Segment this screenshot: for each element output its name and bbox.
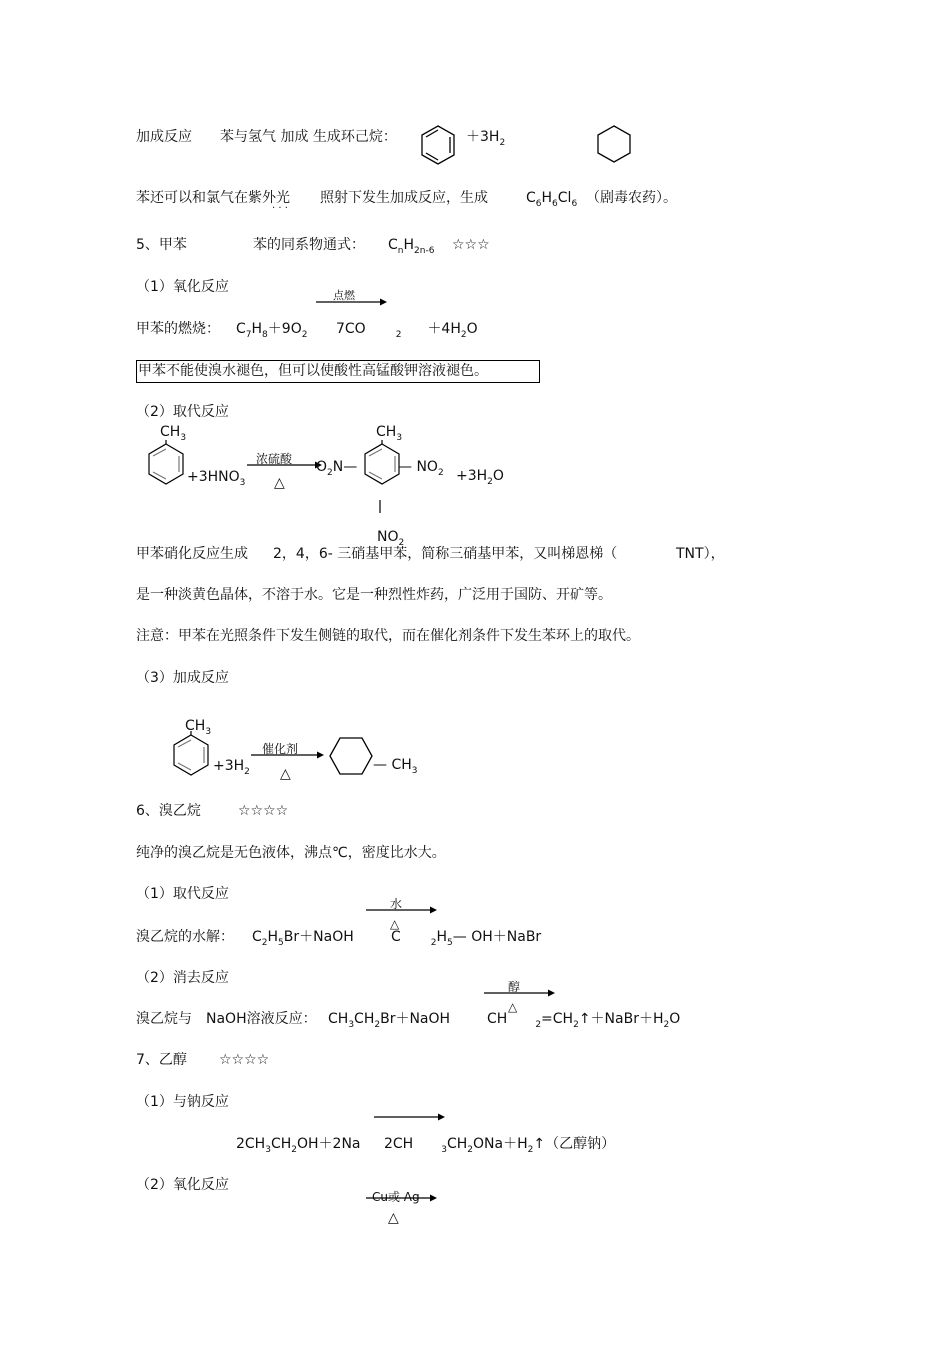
elimination-products: CH $_2=CH_2↑+NaBr+H_2O$ <box>487 1011 681 1030</box>
sulfuric-acid-condition: 浓硫酸 <box>256 452 293 466</box>
heat-condition-5: △ <box>388 1210 399 1226</box>
chlorine-addition-text-a: 苯还可以和氯气在紫外光 <box>136 190 290 206</box>
homolog-formula: $C_nH_{2n-6}$ <box>388 237 435 256</box>
heat-condition-4: △ <box>508 1000 518 1014</box>
notice-text: 注意：甲苯在光照条件下发生侧链的取代，而在催化剂条件下发生苯环上的取代。 <box>136 628 640 644</box>
section-6-title: 6、溴乙烷 <box>136 803 201 819</box>
ignition-condition: 点燃 <box>333 289 355 302</box>
copper-silver-condition: Cu或 Ag <box>372 1190 420 1204</box>
combustion-products: 7CO $_2 +4H_2O$ <box>336 321 478 340</box>
importance-stars: ☆☆☆ <box>452 237 490 253</box>
section-7-title: 7、乙醇 <box>136 1052 187 1068</box>
note-box <box>136 360 540 383</box>
h2-reagent-2: $+3H_2$ <box>213 758 250 777</box>
h2-reagent: $+3H_2$ <box>466 129 506 148</box>
tnt-description-a: 甲苯硝化反应生成 <box>136 546 248 562</box>
subsection-oxidation-title: （1）氧化反应 <box>136 279 229 295</box>
hydrolysis-reactants: $C_2H_5Br+NaOH$ <box>252 929 354 948</box>
hydrolysis-products: C $_2H_5—$ OH＋NaBr <box>391 929 542 948</box>
subsection-addition-title: （3）加成反应 <box>136 670 229 686</box>
homolog-formula-label: 苯的同系物通式： <box>253 237 365 253</box>
subsection-elimination-title: （2）消去反应 <box>136 970 229 986</box>
heat-condition-3: △ <box>390 917 400 931</box>
methyl-group-label: — $CH_3$ <box>373 757 418 776</box>
water-product: $+3H_2O$ <box>456 468 504 487</box>
chlorine-addition-text-b: 照射下发生加成反应，生成 <box>320 190 488 206</box>
importance-stars-7: ☆☆☆☆ <box>219 1052 270 1068</box>
toluene-combustion-label: 甲苯的燃烧： <box>136 321 220 337</box>
toluene-ring-structure <box>146 440 186 488</box>
chlorine-addition-text-c: （剧毒农药）。 <box>586 190 677 206</box>
tnt-description-line2: 是一种淡黄色晶体，不溶于水。它是一种烈性炸药，广泛用于国防、开矿等。 <box>136 587 612 603</box>
section-5-title: 5、甲苯 <box>136 237 187 253</box>
elimination-label: 溴乙烷与 <box>136 1011 192 1027</box>
elimination-label-b: NaOH溶液反应： <box>206 1011 317 1027</box>
heat-condition-2: △ <box>280 766 291 782</box>
water-condition: 水 <box>390 897 403 911</box>
emphasis-dots: · · · <box>272 203 288 214</box>
toluene-ch3-label: $CH_3$ <box>160 424 187 443</box>
tnt-description-c: TNT）， <box>676 546 725 562</box>
bromoethane-description: 纯净的溴乙烷是无色液体，沸点℃，密度比水大。 <box>136 845 446 861</box>
no2-bottom-group: $NO_2$ <box>377 529 405 548</box>
toluene-ring-structure-2 <box>171 731 211 779</box>
no2-right-group: — $NO_2$ <box>398 459 444 478</box>
reaction-arrow <box>374 1113 446 1121</box>
reaction-arrow <box>484 989 556 997</box>
subsection-substitution-6-title: （1）取代反应 <box>136 886 229 902</box>
combustion-reactants: $C_7H_8+9O_2$ <box>236 321 308 340</box>
o2n-left-group: $O_2N—$ <box>316 459 358 478</box>
heat-condition: △ <box>274 475 285 491</box>
alcohol-condition: 醇 <box>508 980 521 994</box>
subsection-substitution-title: （2）取代反应 <box>136 404 229 420</box>
reaction-arrow <box>316 298 388 306</box>
c6h6cl6-formula: $C_6H_6Cl_6$ <box>526 190 578 209</box>
catalyst-condition: 催化剂 <box>262 742 299 756</box>
nitric-acid-reagent: $+3HNO_3$ <box>187 469 246 488</box>
reaction-arrow <box>251 751 325 759</box>
subsection-sodium-title: （1）与钠反应 <box>136 1094 229 1110</box>
tnt-ch3-label: $CH_3$ <box>376 424 403 443</box>
methylcyclohexane-ring <box>328 736 374 776</box>
reaction-arrow <box>247 461 323 469</box>
benzene-ring-structure <box>420 124 456 166</box>
hydrolysis-label: 溴乙烷的水解： <box>136 929 234 945</box>
subsection-oxidation-7-title: （2）氧化反应 <box>136 1177 229 1193</box>
reaction-arrow <box>366 1194 438 1202</box>
cyclohexane-structure <box>596 124 632 164</box>
note-box-text: 甲苯不能使溴水褪色，但可以使酸性高锰酸钾溶液褪色。 <box>138 363 488 379</box>
tnt-ring-structure <box>362 440 402 516</box>
toluene-ch3-label-2: $CH_3$ <box>185 718 212 737</box>
tnt-description-b: 2，4，6- 三硝基甲苯，简称三硝基甲苯，又叫梯恩梯（ <box>273 546 618 562</box>
reaction-arrow <box>366 906 438 914</box>
elimination-reactants: $CH_3CH_2Br+NaOH$ <box>328 1011 451 1030</box>
importance-stars-6: ☆☆☆☆ <box>238 803 289 819</box>
sodium-products: 2CH $_3CH_2ONa+H_2↑$（乙醇钠） <box>384 1136 616 1155</box>
benzene-addition-text: 加成反应 苯与氢气 加成 生成环己烷： <box>136 129 397 145</box>
sodium-reactants: $2CH_3CH_2OH+2Na$ <box>236 1136 361 1155</box>
